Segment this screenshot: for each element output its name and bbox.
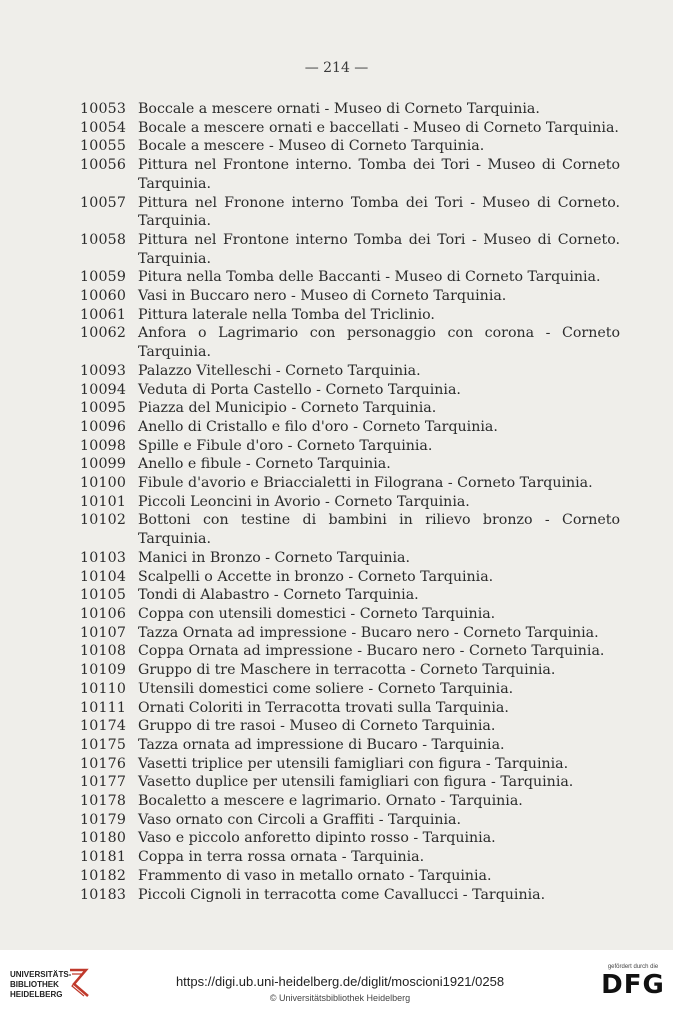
entry-number: 10058 xyxy=(80,231,127,248)
catalogue-entry xyxy=(80,156,620,193)
entry-number: 10179 xyxy=(80,811,127,828)
catalogue-entry xyxy=(80,306,620,325)
entry-description: Vasetto duplice per utensili famigliari con figura - Tarquinia. xyxy=(138,774,574,791)
catalogue-entry xyxy=(80,268,620,287)
entry-number: 10095 xyxy=(80,400,127,417)
entry-description: Palazzo Vitelleschi - Corneto Tarquinia. xyxy=(138,362,421,379)
catalogue-entry xyxy=(80,886,620,905)
catalogue-entry xyxy=(80,493,620,512)
entry-number: 10182 xyxy=(80,867,127,884)
entry-number: 10060 xyxy=(80,288,127,305)
copyright-notice: © Universitätsbibliothek Heidelberg xyxy=(269,993,411,1003)
entry-description: Pittura nel Frontone interno. Tomba dei Tori - Museo di Corneto Tarquinia. xyxy=(138,157,620,192)
catalogue-entry xyxy=(80,811,620,830)
entry-number: 10180 xyxy=(80,830,127,847)
entry-description: Gruppo di tre rasoi - Museo di Corneto Tarquinia. xyxy=(138,718,496,735)
catalogue-entry xyxy=(80,287,620,306)
catalogue-entry xyxy=(80,773,620,792)
catalogue-entry xyxy=(80,455,620,474)
entry-number: 10108 xyxy=(80,643,127,660)
catalogue-entry xyxy=(80,848,620,867)
entry-description: Anfora o Lagrimario con personaggio con corona - Corneto Tarquinia. xyxy=(138,325,620,361)
catalogue-entry xyxy=(80,231,620,268)
entry-description: Utensili domestici come soliere - Corneto Tarquinia. xyxy=(138,680,514,697)
catalogue-entry xyxy=(80,381,620,400)
entry-description: Tondi di Alabastro - Corneto Tarquinia. xyxy=(138,587,419,604)
catalogue-entry xyxy=(80,755,620,774)
entry-number: 10104 xyxy=(80,568,127,585)
catalogue-entry xyxy=(80,586,620,605)
entry-description: Veduta di Porta Castello - Corneto Tarquinia. xyxy=(138,381,461,398)
catalogue-entry xyxy=(80,568,620,587)
entry-description: Pittura nel Frontone interno Tomba dei Tori - Museo di Corneto. Tarquinia. xyxy=(138,231,620,267)
entry-description: Ornati Coloriti in Terracotta trovati sulla Tarquinia. xyxy=(138,699,509,716)
entry-number: 10096 xyxy=(80,418,127,435)
funder-caption: gefördert durch die xyxy=(607,964,659,970)
entry-number: 10055 xyxy=(80,138,127,155)
entry-number: 10176 xyxy=(80,755,127,772)
catalogue-entry xyxy=(80,511,620,548)
entry-number: 10099 xyxy=(80,456,127,473)
page-number: — 214 — xyxy=(304,60,369,76)
entry-number: 10183 xyxy=(80,886,127,903)
entry-number: 10056 xyxy=(80,157,127,174)
catalogue-entry xyxy=(80,119,620,138)
catalogue-entries xyxy=(80,100,620,904)
entry-number: 10054 xyxy=(80,119,127,136)
entry-description: Pittura laterale nella Tomba del Triclinio. xyxy=(138,306,435,323)
entry-description: Piazza del Municipio - Corneto Tarquinia. xyxy=(138,400,437,417)
entry-description: Tazza Ornata ad impressione - Bucaro nero - Corneto Tarquinia. xyxy=(138,624,599,641)
entry-number: 10101 xyxy=(80,493,127,510)
funder-logo[interactable] xyxy=(598,964,668,1000)
entry-number: 10098 xyxy=(80,437,127,454)
entry-description: Pittura nel Fronone interno Tomba dei Tori - Museo di Corneto. Tarquinia. xyxy=(138,194,620,230)
entry-description: Anello e fibule - Corneto Tarquinia. xyxy=(138,456,391,473)
entry-number: 10062 xyxy=(80,325,127,342)
viewer-footer xyxy=(0,950,673,1010)
entry-number: 10175 xyxy=(80,736,127,753)
catalogue-entry xyxy=(80,100,620,119)
entry-description: Coppa con utensili domestici - Corneto Tarquinia. xyxy=(138,605,496,622)
catalogue-entry xyxy=(80,362,620,381)
entry-description: Bocale a mescere - Museo di Corneto Tarquinia. xyxy=(138,138,485,155)
entry-description: Vasetti triplice per utensili famigliari con figura - Tarquinia. xyxy=(138,755,569,772)
entry-number: 10103 xyxy=(80,549,127,566)
catalogue-entry xyxy=(80,717,620,736)
entry-number: 10110 xyxy=(80,680,127,697)
entry-number: 10059 xyxy=(80,269,127,286)
entry-description: Bocale a mescere ornati e baccellati - Museo di Corneto Tarquinia. xyxy=(138,119,619,136)
entry-number: 10177 xyxy=(80,774,127,791)
entry-number: 10105 xyxy=(80,587,127,604)
entry-number: 10100 xyxy=(80,475,127,492)
library-logo[interactable] xyxy=(10,970,71,1000)
entry-description: Frammento di vaso in metallo ornato - Tarquinia. xyxy=(138,867,492,884)
entry-description: Scalpelli o Accette in bronzo - Corneto Tarquinia. xyxy=(138,568,494,585)
catalogue-entry xyxy=(80,642,620,661)
entry-description: Gruppo di tre Maschere in terracotta - Corneto Tarquinia. xyxy=(138,662,556,679)
entry-number: 10102 xyxy=(80,512,127,529)
entry-number: 10057 xyxy=(80,194,127,211)
entry-number: 10106 xyxy=(80,605,127,622)
entry-number: 10093 xyxy=(80,362,127,379)
entry-number: 10178 xyxy=(80,793,127,810)
entry-description: Piccoli Cignoli in terracotta come Cavallucci - Tarquinia. xyxy=(138,886,546,903)
entry-description: Coppa Ornata ad impressione - Bucaro nero - Corneto Tarquinia. xyxy=(138,643,605,660)
entry-description: Piccoli Leoncini in Avorio - Corneto Tarquinia. xyxy=(138,493,470,510)
entry-description: Pitura nella Tomba delle Baccanti - Museo di Corneto Tarquinia. xyxy=(138,269,601,286)
entry-number: 10109 xyxy=(80,662,127,679)
permalink-url[interactable]: https://digi.ub.uni-heidelberg.de/diglit/moscioni1921/0258 xyxy=(175,974,505,989)
entry-description: Bocaletto a mescere e lagrimario. Ornato - Tarquinia. xyxy=(138,793,523,810)
entry-description: Manici in Bronzo - Corneto Tarquinia. xyxy=(138,549,411,566)
catalogue-entry xyxy=(80,867,620,886)
catalogue-entry xyxy=(80,624,620,643)
entry-number: 10053 xyxy=(80,101,127,117)
entry-description: Coppa in terra rossa ornata - Tarquinia. xyxy=(138,849,425,866)
catalogue-entry xyxy=(80,324,620,361)
entry-number: 10174 xyxy=(80,718,127,735)
entry-description: Bottoni con testine di bambini in rilievo bronzo - Corneto Tarquinia. xyxy=(138,512,620,548)
entry-number: 10094 xyxy=(80,381,127,398)
entry-description: Spille e Fibule d'oro - Corneto Tarquinia. xyxy=(138,437,433,454)
catalogue-entry xyxy=(80,474,620,493)
catalogue-entry xyxy=(80,549,620,568)
entry-description: Vaso e piccolo anforetto dipinto rosso - Tarquinia. xyxy=(138,830,496,847)
entry-description: Anello di Cristallo e filo d'oro - Corneto Tarquinia. xyxy=(138,418,498,435)
catalogue-entry xyxy=(80,699,620,718)
entry-number: 10181 xyxy=(80,849,127,866)
library-name-line: BIBLIOTHEK xyxy=(10,980,59,989)
entry-description: Vaso ornato con Circoli a Graffiti - Tarquinia. xyxy=(138,811,461,828)
entry-description: Tazza ornata ad impressione di Bucaro - Tarquinia. xyxy=(138,736,505,753)
entry-number: 10111 xyxy=(80,699,127,716)
catalogue-entry xyxy=(80,137,620,156)
library-emblem-icon xyxy=(66,966,92,1000)
catalogue-entry xyxy=(80,661,620,680)
entry-number: 10107 xyxy=(80,624,127,641)
catalogue-entry xyxy=(80,736,620,755)
catalogue-entry xyxy=(80,605,620,624)
catalogue-entry xyxy=(80,418,620,437)
entry-description: Fibule d'avorio e Briaccialetti in Filograna - Corneto Tarquinia. xyxy=(138,475,593,492)
dfg-logo: DFG xyxy=(601,970,665,1000)
entry-number: 10061 xyxy=(80,306,127,323)
entry-description: Boccale a mescere ornati - Museo di Corneto Tarquinia. xyxy=(138,101,540,117)
catalogue-entry xyxy=(80,829,620,848)
entry-description: Vasi in Buccaro nero - Museo di Corneto Tarquinia. xyxy=(138,288,507,305)
library-name-line: HEIDELBERG xyxy=(10,990,63,999)
catalogue-entry xyxy=(80,399,620,418)
catalogue-entry xyxy=(80,194,620,231)
catalogue-entry xyxy=(80,792,620,811)
catalogue-entry xyxy=(80,437,620,456)
library-name-line: UNIVERSITÄTS- xyxy=(10,970,72,979)
catalogue-entry xyxy=(80,680,620,699)
